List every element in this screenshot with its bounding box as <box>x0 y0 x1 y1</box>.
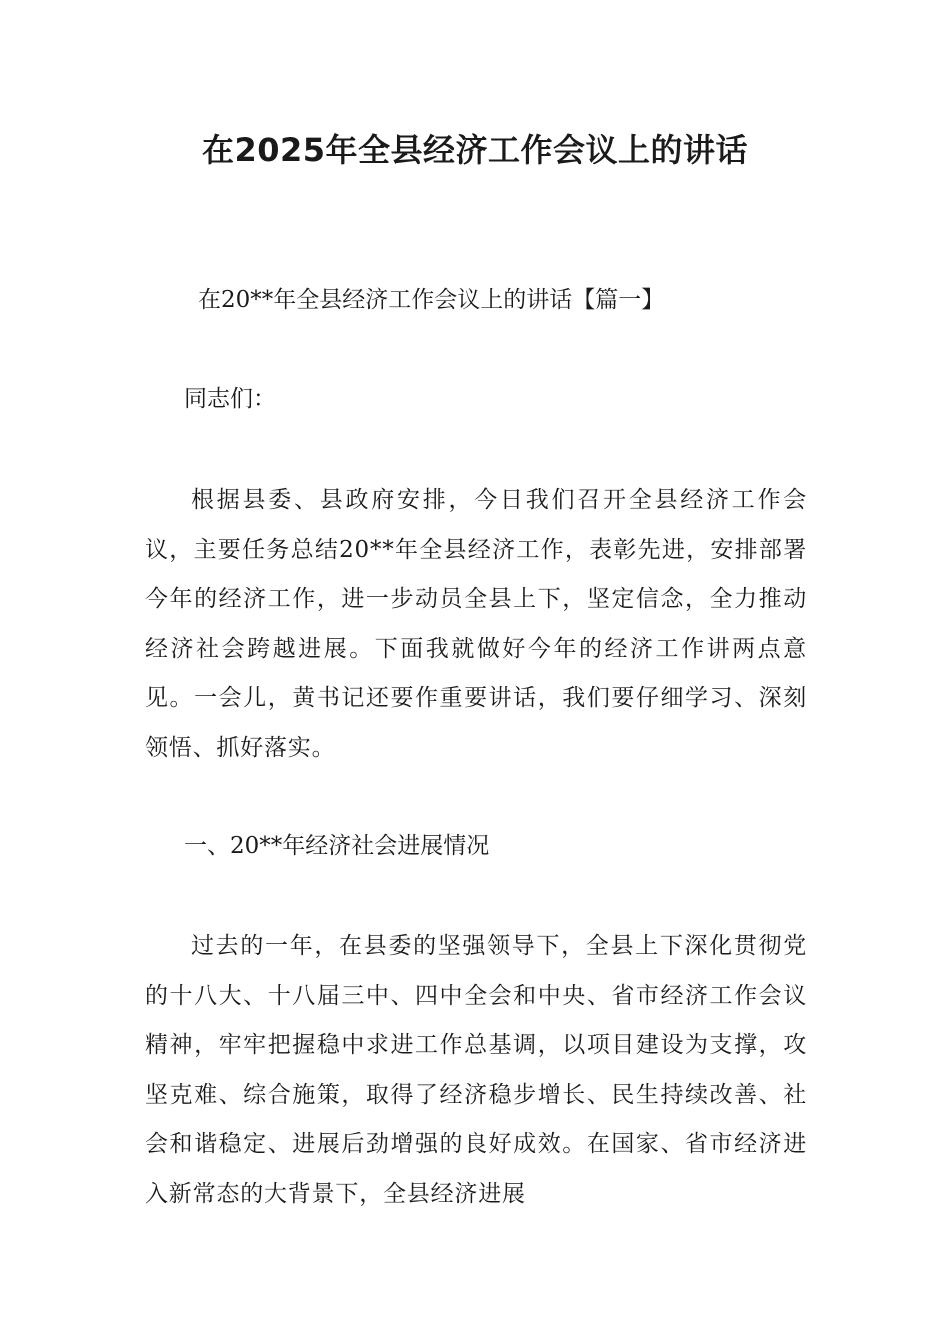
document-title: 在2025年全县经济工作会议上的讲话 <box>201 131 749 169</box>
paragraph-review: 过去的一年，在县委的坚强领导下，全县上下深化贯彻党的十八大、十八届三中、四中全会和中央、省市经济工作会议精神，牢牢把握稳中求进工作总基调，以项目建设为支撑，攻坚克难、综合施策，取得了经济稳步增长、民生持续改善、社会和谐稳定、进展后劲增强的良好成效。在国家、省市经济进入新常态的大背景下，全县经济进展 <box>145 933 807 1207</box>
document-subtitle: 在20**年全县经济工作会议上的讲话【篇一】 <box>198 287 665 313</box>
salutation: 同志们： <box>184 386 276 412</box>
section-heading-1: 一、20**年经济社会进展情况 <box>184 833 490 859</box>
paragraph-intro: 根据县委、县政府安排，今日我们召开全县经济工作会议，主要任务总结20**年全县经济工作，表彰先进，安排部署今年的经济工作，进一步动员全县上下，坚定信念，全力推动经济社会跨越进展。下面我就做好今年的经济工作讲两点意见。一会儿，黄书记还要作重要讲话，我们要仔细学习、深刻领悟、抓好落实。 <box>145 487 807 761</box>
